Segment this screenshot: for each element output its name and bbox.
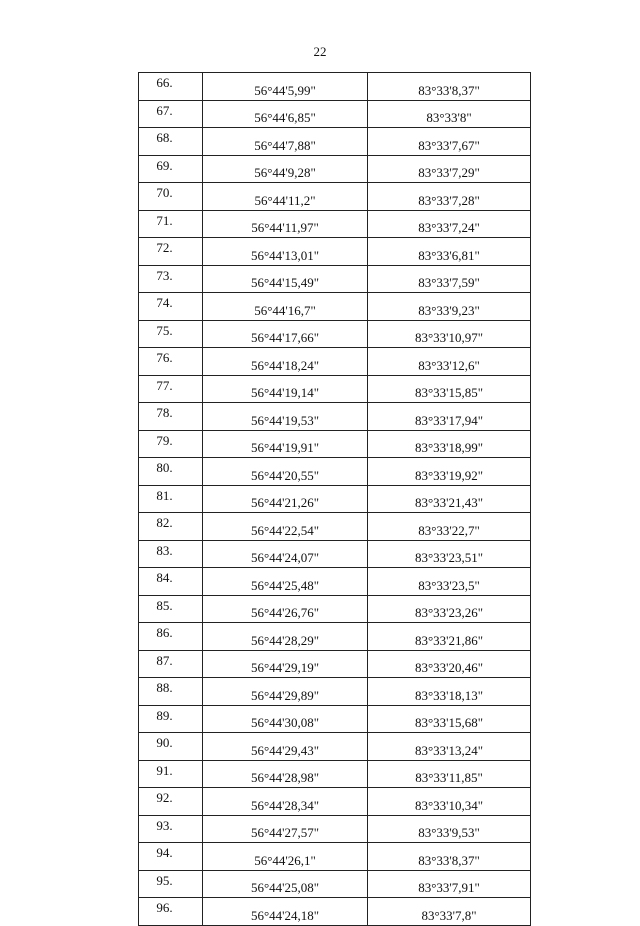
point-number-cell: 67. [139,100,203,128]
longitude-cell: 83°33'7,28" [368,183,531,211]
point-number-cell: 77. [139,375,203,403]
point-number-cell: 72. [139,238,203,266]
longitude-cell: 83°33'7,8" [368,898,531,926]
longitude-cell: 83°33'18,13" [368,678,531,706]
latitude-cell: 56°44'19,53" [203,403,368,431]
point-number-cell: 79. [139,430,203,458]
point-number-cell: 92. [139,788,203,816]
table-row [139,513,531,541]
point-number-cell: 70. [139,183,203,211]
longitude-cell: 83°33'10,34" [368,788,531,816]
table-row [139,568,531,596]
latitude-cell: 56°44'24,07" [203,540,368,568]
longitude-cell: 83°33'23,51" [368,540,531,568]
latitude-cell: 56°44'18,24" [203,348,368,376]
table-row [139,348,531,376]
point-number-cell: 75. [139,320,203,348]
point-number-cell: 69. [139,155,203,183]
latitude-cell: 56°44'16,7" [203,293,368,321]
longitude-cell: 83°33'6,81" [368,238,531,266]
table-row [139,320,531,348]
longitude-cell: 83°33'21,86" [368,623,531,651]
table-row [139,623,531,651]
point-number-cell: 80. [139,458,203,486]
point-number-cell: 89. [139,705,203,733]
point-number-cell: 68. [139,128,203,156]
latitude-cell: 56°44'11,97" [203,210,368,238]
point-number-cell: 86. [139,623,203,651]
point-number-cell: 78. [139,403,203,431]
table-row [139,760,531,788]
page-number: 22 [313,44,327,59]
table-row [139,100,531,128]
latitude-cell: 56°44'9,28" [203,155,368,183]
table-row [139,183,531,211]
latitude-cell: 56°44'5,99" [203,73,368,101]
point-number-cell: 76. [139,348,203,376]
longitude-cell: 83°33'9,23" [368,293,531,321]
point-number-cell: 74. [139,293,203,321]
longitude-cell: 83°33'8,37" [368,73,531,101]
longitude-cell: 83°33'15,68" [368,705,531,733]
longitude-cell: 83°33'7,29" [368,155,531,183]
longitude-cell: 83°33'23,26" [368,595,531,623]
longitude-cell: 83°33'7,59" [368,265,531,293]
longitude-cell: 83°33'13,24" [368,733,531,761]
longitude-cell: 83°33'18,99" [368,430,531,458]
longitude-cell: 83°33'22,7" [368,513,531,541]
latitude-cell: 56°44'25,48" [203,568,368,596]
table-row [139,678,531,706]
latitude-cell: 56°44'29,89" [203,678,368,706]
point-number-cell: 96. [139,898,203,926]
longitude-cell: 83°33'7,24" [368,210,531,238]
latitude-cell: 56°44'30,08" [203,705,368,733]
longitude-cell: 83°33'23,5" [368,568,531,596]
point-number-cell: 81. [139,485,203,513]
table-row [139,238,531,266]
longitude-cell: 83°33'21,43" [368,485,531,513]
table-row [139,815,531,843]
latitude-cell: 56°44'28,34" [203,788,368,816]
latitude-cell: 56°44'22,54" [203,513,368,541]
point-number-cell: 73. [139,265,203,293]
point-number-cell: 94. [139,843,203,871]
longitude-cell: 83°33'19,92" [368,458,531,486]
longitude-cell: 83°33'12,6" [368,348,531,376]
latitude-cell: 56°44'21,26" [203,485,368,513]
table-row [139,485,531,513]
longitude-cell: 83°33'11,85" [368,760,531,788]
longitude-cell: 83°33'17,94" [368,403,531,431]
table-row [139,210,531,238]
point-number-cell: 90. [139,733,203,761]
point-number-cell: 95. [139,870,203,898]
point-number-cell: 91. [139,760,203,788]
table-row [139,650,531,678]
latitude-cell: 56°44'19,91" [203,430,368,458]
latitude-cell: 56°44'25,08" [203,870,368,898]
longitude-cell: 83°33'8" [368,100,531,128]
longitude-cell: 83°33'10,97" [368,320,531,348]
latitude-cell: 56°44'26,76" [203,595,368,623]
latitude-cell: 56°44'17,66" [203,320,368,348]
point-number-cell: 84. [139,568,203,596]
table-row [139,128,531,156]
table-row [139,540,531,568]
latitude-cell: 56°44'28,29" [203,623,368,651]
latitude-cell: 56°44'28,98" [203,760,368,788]
latitude-cell: 56°44'11,2" [203,183,368,211]
table-row [139,870,531,898]
table-row [139,705,531,733]
point-number-cell: 82. [139,513,203,541]
point-number-cell: 85. [139,595,203,623]
point-number-cell: 88. [139,678,203,706]
point-number-cell: 71. [139,210,203,238]
point-number-cell: 93. [139,815,203,843]
latitude-cell: 56°44'19,14" [203,375,368,403]
coordinates-table [138,72,531,926]
table-row [139,430,531,458]
table-row [139,403,531,431]
table-row [139,375,531,403]
latitude-cell: 56°44'13,01" [203,238,368,266]
latitude-cell: 56°44'24,18" [203,898,368,926]
latitude-cell: 56°44'29,19" [203,650,368,678]
latitude-cell: 56°44'29,43" [203,733,368,761]
longitude-cell: 83°33'7,91" [368,870,531,898]
longitude-cell: 83°33'15,85" [368,375,531,403]
latitude-cell: 56°44'26,1" [203,843,368,871]
table-row [139,293,531,321]
table-row [139,595,531,623]
table-row [139,155,531,183]
latitude-cell: 56°44'7,88" [203,128,368,156]
table-row [139,898,531,926]
point-number-cell: 87. [139,650,203,678]
latitude-cell: 56°44'27,57" [203,815,368,843]
coordinates-table-body [139,73,531,926]
longitude-cell: 83°33'20,46" [368,650,531,678]
table-row [139,843,531,871]
latitude-cell: 56°44'20,55" [203,458,368,486]
latitude-cell: 56°44'15,49" [203,265,368,293]
table-row [139,458,531,486]
table-row [139,73,531,101]
table-row [139,733,531,761]
table-row [139,788,531,816]
table-row [139,265,531,293]
latitude-cell: 56°44'6,85" [203,100,368,128]
longitude-cell: 83°33'9,53" [368,815,531,843]
point-number-cell: 66. [139,73,203,101]
longitude-cell: 83°33'7,67" [368,128,531,156]
longitude-cell: 83°33'8,37" [368,843,531,871]
point-number-cell: 83. [139,540,203,568]
